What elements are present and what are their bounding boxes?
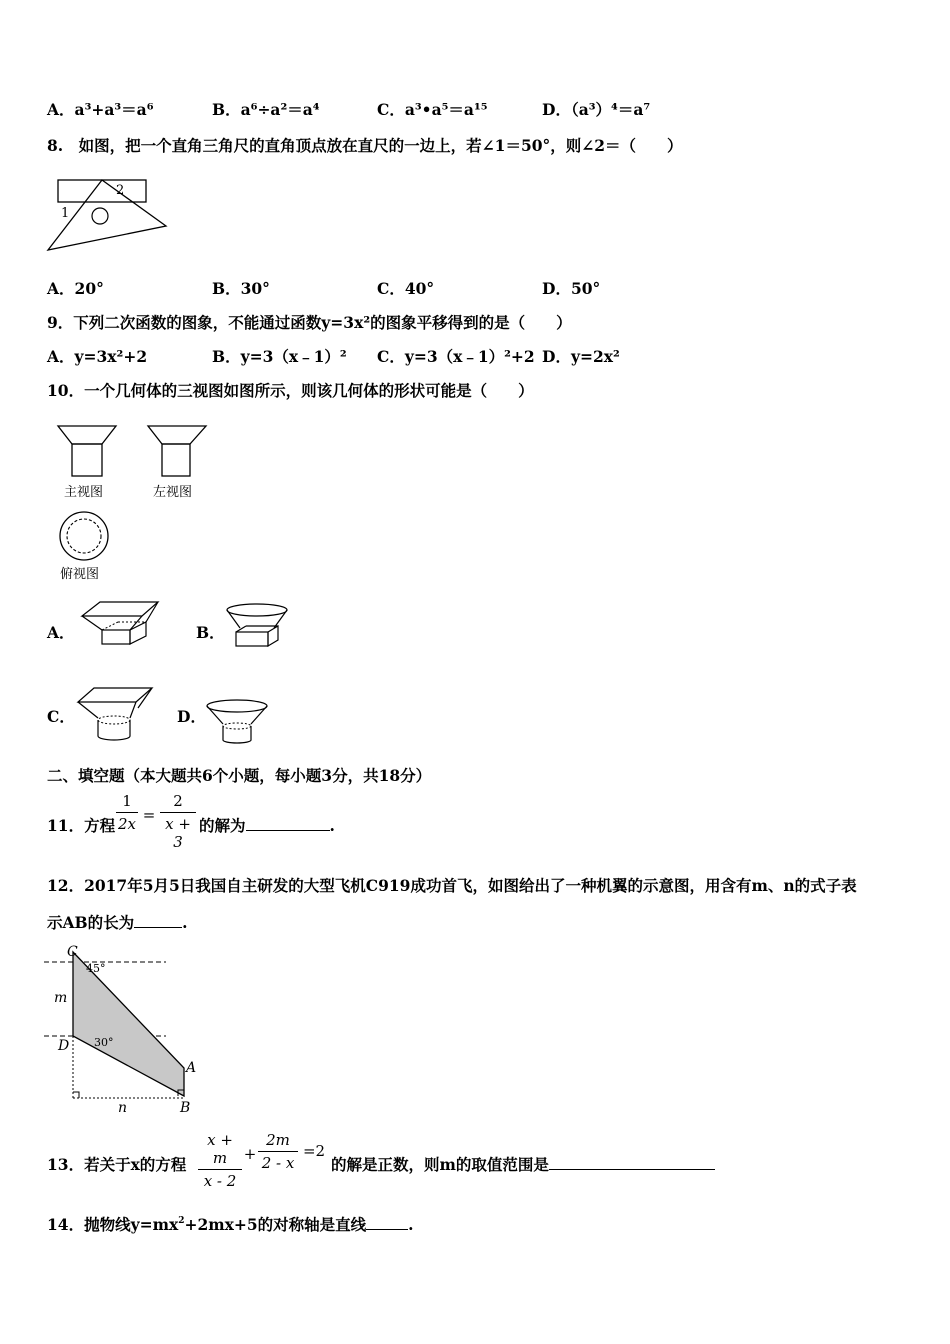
q9-option-a: A．y=3x²+2: [47, 347, 148, 366]
q13-fraction-1: x + m x - 2: [198, 1131, 242, 1190]
q13-plus: +: [243, 1145, 257, 1163]
triangle-hole: [92, 208, 108, 224]
q7-option-b: B．a⁶÷a²＝a⁴: [212, 100, 320, 119]
q12-answer-blank[interactable]: [134, 927, 182, 928]
q7-option-a: A．a³+a³＝a⁶: [47, 100, 154, 119]
label-angle45: 45°: [86, 962, 106, 975]
q11-fraction-1: 1 2x: [117, 792, 136, 833]
ruler: [58, 180, 146, 202]
q10-option-c-letter: C．: [47, 707, 75, 726]
q13-suffix: 的解是正数，则m的取值范围是: [331, 1155, 715, 1175]
q8-option-c: C．40°: [377, 279, 435, 298]
q9-stem: 9．下列二次函数的图象，不能通过函数y=3x²的图象平移得到的是（ ）: [47, 313, 572, 332]
q12-line1: 12．2017年5月5日我国自主研发的大型飞机C919成功首飞，如图给出了一种机翼的示意图，用含有m、n的式子表: [47, 876, 857, 895]
section2-title: 二、填空题（本大题共6个小题，每小题3分，共18分）: [47, 766, 432, 785]
q14-stem: 14．抛物线$y=mx^2+2mx+5$的对称轴是直线 .: [47, 1215, 414, 1234]
q10-stem: 10．一个几何体的三视图如图所示，则该几何体的形状可能是（ ）: [47, 381, 534, 400]
q8-option-b: B．30°: [212, 279, 270, 298]
q7-option-b-text: a⁶÷a²＝a⁴: [240, 100, 320, 119]
label-C: C: [67, 944, 78, 960]
q11-fraction-2: 2 x + 3: [160, 792, 196, 851]
q12-wing-figure: [44, 942, 214, 1118]
angle1-label: 1: [61, 206, 70, 221]
q10-front-view: [56, 422, 122, 504]
q13-prefix: 13．若关于x的方程: [47, 1155, 187, 1174]
q9-option-b: B．y=3（x﹣1）²: [212, 347, 347, 366]
q10-top-view: [56, 510, 122, 586]
q10-option-b-figure: [224, 602, 294, 650]
label-m: m: [54, 990, 68, 1006]
q10-option-d-figure: [205, 698, 273, 748]
q13-equals: =2: [302, 1142, 326, 1160]
q8-option-a: A．20°: [47, 279, 104, 298]
q10-option-a-figure: [80, 600, 162, 648]
label-D: D: [58, 1038, 70, 1054]
q10-option-a-letter: A．: [47, 623, 75, 642]
q13-fraction-2: 2m 2 - x: [258, 1131, 298, 1172]
q8-stem: 8. 如图，把一个直角三角尺的直角顶点放在直尺的一边上，若∠1＝50°，则∠2＝（ ）: [47, 136, 683, 155]
left-view-label: 左视图: [153, 485, 193, 500]
q8-ruler-triangle-figure: [44, 176, 174, 256]
front-view-label: 主视图: [64, 485, 104, 500]
q11-equals: =: [142, 806, 156, 824]
q10-option-b-letter: B．: [196, 623, 225, 642]
q11-answer-blank[interactable]: [246, 830, 330, 831]
q11-prefix: 11．方程: [47, 816, 116, 835]
q9-option-d: D．y=2x²: [542, 347, 620, 366]
q8-option-d: D．50°: [542, 279, 601, 298]
q12-line2: 示AB的长为 .: [47, 913, 188, 932]
top-view-label: 俯视图: [60, 567, 100, 582]
q13-answer-blank[interactable]: [549, 1169, 715, 1170]
q10-option-c-figure: [76, 686, 156, 744]
q11-suffix: 的解为 .: [199, 816, 335, 835]
q9-stem-function: y=3x²: [321, 313, 371, 332]
label-angle30: 30°: [94, 1036, 114, 1049]
q14-answer-blank[interactable]: [366, 1229, 408, 1230]
label-A: A: [186, 1060, 197, 1076]
q7-option-a-text: a³+a³＝a⁶: [74, 100, 154, 119]
q9-option-c: C．y=3（x﹣1）²+2: [377, 347, 535, 366]
angle2-label: 2: [116, 183, 125, 198]
q7-option-c: C．a³•a⁵＝a¹⁵: [377, 100, 488, 119]
q7-option-c-text: a³•a⁵＝a¹⁵: [404, 100, 488, 119]
q7-option-d: D．（a³）⁴＝a⁷: [542, 100, 651, 119]
q7-option-d-text: （a³）⁴＝a⁷: [570, 100, 651, 119]
label-B: B: [180, 1100, 191, 1116]
q10-option-d-letter: D．: [177, 707, 206, 726]
q10-left-view: [144, 422, 210, 504]
label-n: n: [118, 1100, 128, 1116]
